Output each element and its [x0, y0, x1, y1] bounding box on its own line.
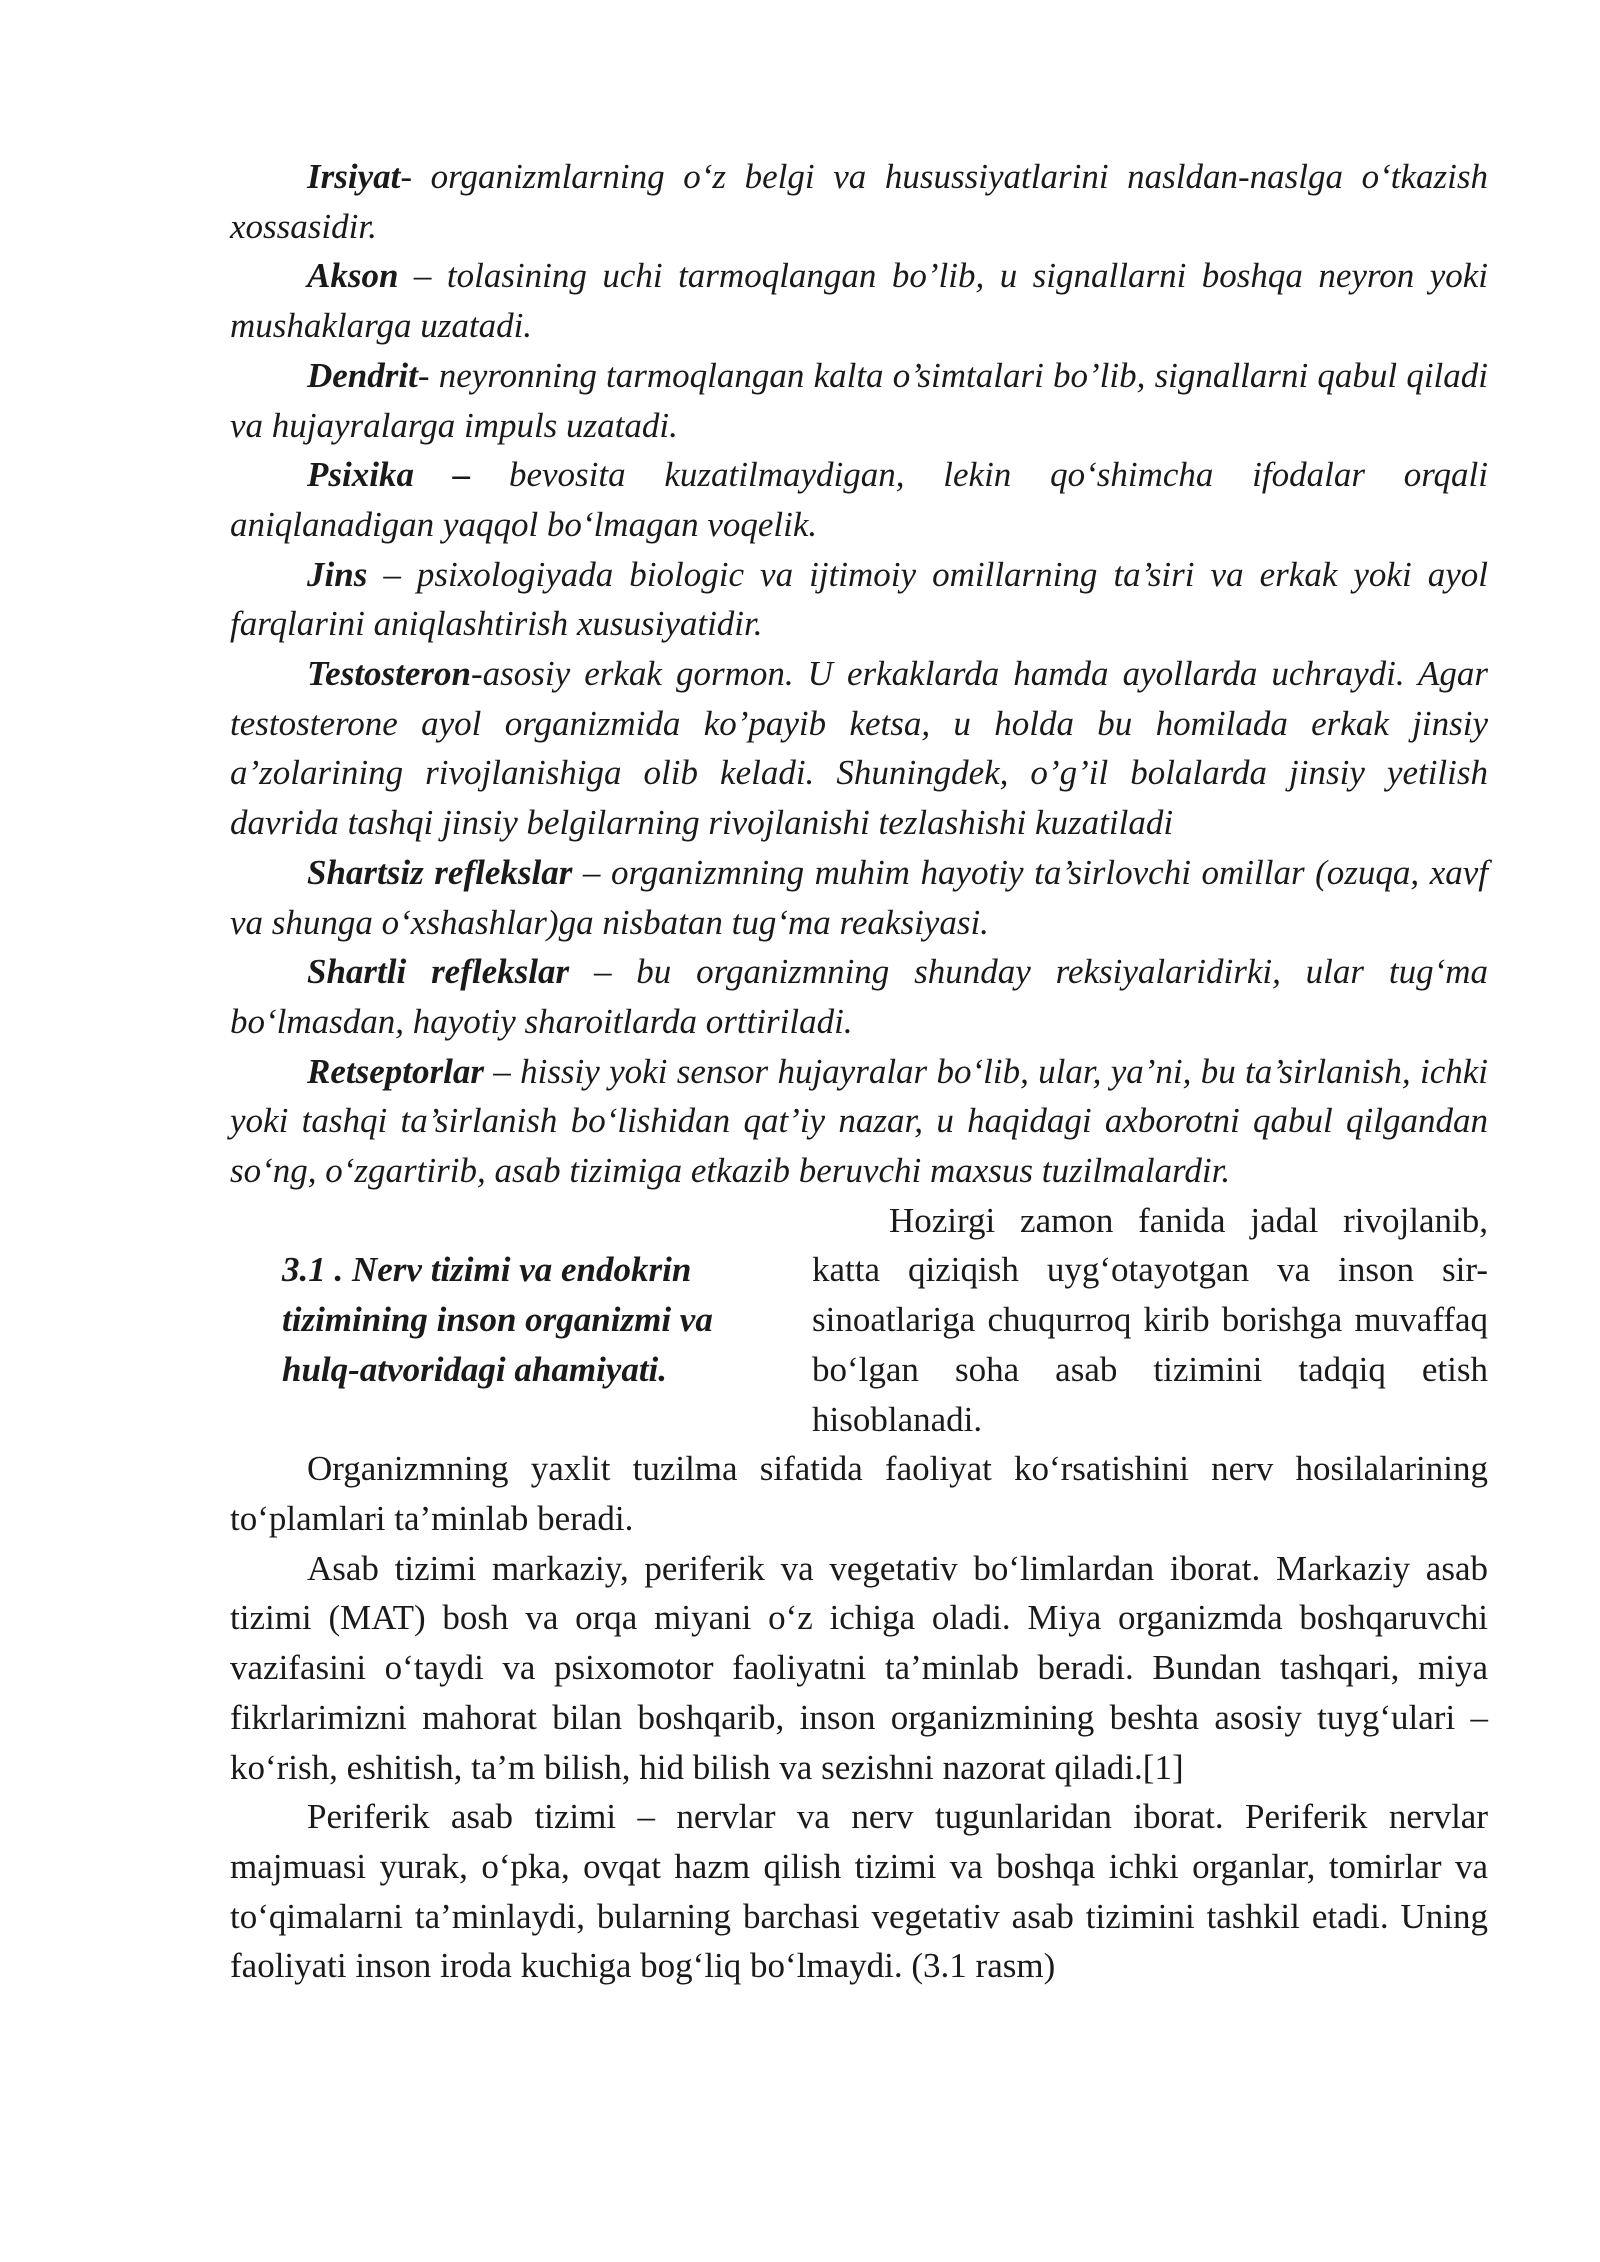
section-intro-column: [812, 1196, 1488, 1445]
definition-text: - neyronning tarmoqlangan kalta o’simtalari bo’lib, signallarni qabul qiladi va hujayralarga impuls uzatadi.: [230, 355, 1488, 445]
definition-jins: [230, 550, 1488, 649]
definition-psixika: [230, 450, 1488, 549]
definition-term: Irsiyat: [307, 157, 401, 196]
definition-text: – psixologiyada biologic va ijtimoiy omillarning ta’siri va erkak yoki ayol farqlarini aniqlashtirish xususiyatidir.: [230, 554, 1488, 644]
definition-akson: [230, 251, 1488, 350]
body-paragraph: Organizmning yaxlit tuzilma sifatida faoliyat ko‘rsatishini nerv hosilalarining to‘plamlari ta’minlab beradi.: [230, 1449, 1488, 1538]
definition-term: Psixika –: [307, 455, 471, 495]
definition-text: - organizmlarning o‘z belgi va husussiyatlarini nasldan-naslga o‘tkazish xossasidir.: [230, 157, 1488, 246]
definition-irsiyat: [230, 152, 1488, 251]
definition-text: bevosita kuzatilmaydigan, lekin qo‘shimcha ifodalar orqali aniqlanadigan yaqqol bo‘lmagan voqelik.: [230, 455, 1488, 544]
body-paragraph: Periferik asab tizimi – nervlar va nerv tugunlaridan iborat. Periferik nervlar majmuasi yurak, o‘pka, ovqat hazm qilish tizimi va boshqa ichki organlar, tomirlar va to‘qimalarni ta’minlaydi, bularning barchasi vegetativ asab tizimini tashkil etadi. Uning faoliyati inson iroda kuchiga bog‘liq bo‘lmaydi. (3.1 rasm): [230, 1797, 1488, 1986]
definition-term: Shartli reflekslar: [307, 952, 570, 992]
definition-term: Akson: [307, 256, 399, 296]
definition-text: – bu organizmning shunday reksiyalaridirki, ular tug‘ma bo‘lmasdan, hayotiy sharoitlarda orttiriladi.: [230, 952, 1489, 1041]
definition-term: Retseptorlar: [307, 1051, 484, 1091]
definition-retseptorlar: [230, 1047, 1488, 1196]
definition-term: Jins: [307, 554, 368, 594]
section-intro: Hozirgi zamon fanida jadal rivojlanib, katta qiziqish uyg‘otayotgan va inson sir-sinoatlariga chuqurroq kirib borishga muvaffaq bo‘lgan soha asab tizimini tadqiq etish hisoblanadi.: [812, 1200, 1488, 1439]
definition-text: – hissiy yoki sensor hujayralar bo‘lib, ular, ya’ni, bu ta’sirlanish, ichki yoki tashqi ta’sirlanish bo‘lishidan qat’iy nazar, u haqidagi axborotni qabul qilgandan so‘ng, o‘zgartirib, asab tizimiga etkazib beruvchi maxsus tuzilmalardir.: [230, 1051, 1488, 1191]
definition-shartli-reflekslar: [230, 947, 1488, 1046]
definition-dendrit: [230, 351, 1488, 450]
body-paragraph: Asab tizimi markaziy, periferik va vegetativ bo‘limlardan iborat. Markaziy asab tizimi (MAT) bosh va orqa miyani o‘z ichiga oladi. Miya organizmda boshqaruvchi vazifasini o‘taydi va psixomotor faoliyatni ta’minlab beradi. Bundan tashqari, miya fikrlarimizni mahorat bilan boshqarib, inson organizmining beshta asosiy tuyg‘ulari – ko‘rish, eshitish, ta’m bilish, hid bilish va sezishni nazorat qiladi.[1]: [230, 1548, 1488, 1787]
definition-text: -asosiy erkak gormon. U erkaklarda hamda ayollarda uchraydi. Agar testosterone ayol organizmida ko’payib ketsa, u holda bu homilada erkak jinsiy a’zolarining rivojlanishiga olib keladi. Shuningdek, o’g’il bolalarda jinsiy yetilish davrida tashqi jinsiy belgilarning rivojlanishi tezlashishi kuzatiladi: [230, 654, 1488, 843]
definition-term: Dendrit: [307, 355, 418, 395]
definition-term: Shartsiz reflekslar: [307, 852, 573, 892]
section-3-1: [230, 1196, 1488, 1445]
definition-testosteron: [230, 649, 1488, 848]
definition-shartsiz-reflekslar: [230, 848, 1488, 947]
definition-term: Testosteron: [307, 654, 472, 694]
definition-text: – tolasining uchi tarmoqlangan bo’lib, u signallarni boshqa neyron yoki mushaklarga uzatadi.: [230, 256, 1488, 346]
definition-text: – organizmning muhim hayotiy ta’sirlovchi omillar (ozuqa, xavf va shunga o‘xshashlar)ga nisbatan tug‘ma reaksiyasi.: [230, 852, 1489, 942]
page-content: [230, 152, 1488, 1991]
section-heading: 3.1 . Nerv tizimi va endokrin tizimining inson organizmi va hulq-atvoridagi ahamiyati.: [282, 1250, 713, 1389]
